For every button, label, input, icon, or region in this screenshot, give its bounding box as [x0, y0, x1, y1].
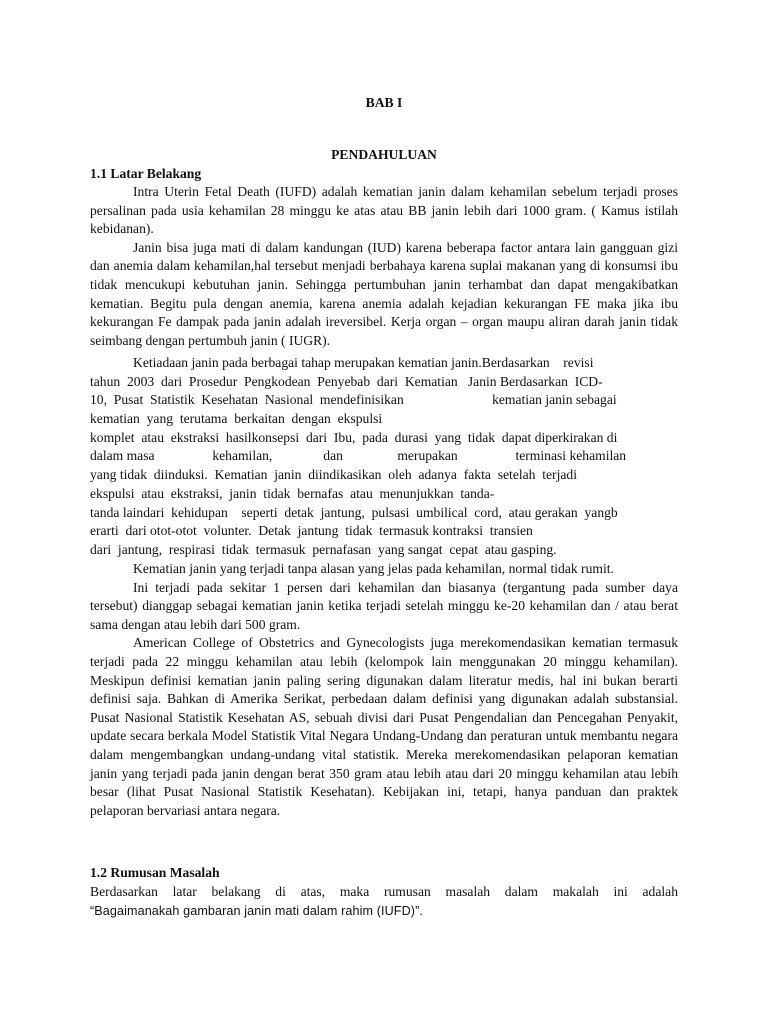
paragraph-iufd-definition: Intra Uterin Fetal Death (IUFD) adalah kematian janin dalam kehamilan sebelum terjadi proses persalinan pada usia kehamilan 28 minggu ke atas atau BB janin lebih dari 1000 gram. ( Kamus istilah kebidanan).	[90, 184, 678, 237]
section-body-continued	[90, 560, 678, 820]
paragraph-iud-causes: Janin bisa juga mati di dalam kandungan (IUD) karena beberapa factor antara lain gangguan gizi dan anemia dalam kehamilan,hal tersebut menjadi berbahaya karena suplai makanan yang di konsumsi ibu tidak mencukupi kebutuhan janin. Sehingga pertumbuhan janin terhambat dan dapat mengakibatkan kematian. Begitu pula dengan anemia, karena anemia adalah kejadian kekurangan FE maka jika ibu kekurangan Fe dampak pada janin adalah ireversibel. Kerja organ – organ maupu aliran darah janin tidak seimbang dengan pertumbuh janin ( IUGR).	[90, 239, 678, 348]
section-heading-latar-belakang: 1.1 Latar Belakang	[90, 166, 202, 181]
text-line: erarti dari otot-otot volunter. Detak jantung tidak termasuk kontraksi transien	[90, 523, 533, 538]
text-line: komplet atau ekstraksi hasilkonsepsi dari Ibu, pada durasi yang tidak dapat diperkirakan di	[90, 430, 618, 445]
paragraph-research-question: “Bagaimanakah gambaran janin mati dalam rahim (IUFD)”.	[90, 903, 423, 918]
text-line: dalam masa kehamilan, dan merupakan terminasi kehamilan	[90, 448, 627, 463]
paragraph-unexplained-death: Kematian janin yang terjadi tanpa alasan yang jelas pada kehamilan, normal tidak rumit.	[133, 561, 614, 576]
text-line: tanda laindari kehidupan seperti detak jantung, pulsasi umbilical cord, atau gerakan yangb	[90, 505, 618, 520]
text-line: Ketiadaan janin pada berbagai tahap merupakan kematian janin.Berdasarkan revisi	[133, 355, 594, 370]
text-line: 10, Pusat Statistik Kesehatan Nasional mendefinisikan kematian janin sebagai	[90, 392, 617, 407]
section-heading-rumusan-masalah: 1.2 Rumusan Masalah	[90, 865, 220, 880]
text-line: yang tidak diinduksi. Kematian janin diindikasikan oleh adanya fakta setelah terjadi	[90, 467, 577, 482]
text-line: ekspulsi atau ekstraksi, janin tidak bernafas atau menunjukkan tanda-	[90, 486, 495, 501]
text-line: kematian yang terutama berkaitan dengan ekspulsi	[90, 411, 383, 426]
section-body-rumusan-masalah	[90, 883, 678, 920]
chapter-label: BAB I	[365, 95, 403, 110]
page-title: PENDAHULUAN	[331, 147, 437, 162]
paragraph-acog: American College of Obstetrics and Gynecologists juga merekomendasikan kematian termasuk terjadi pada 22 minggu kehamilan atau lebih (kelompok lain menggunakan 20 minggu kehamilan). Meskipun definisi kematian janin paling sering digunakan dalam literatur medis, hal ini bukan berarti definisi saja. Bahkan di Amerika Serikat, perbedaan dalam definisi yang digunakan adalah substansial. Pusat Nasional Statistik Kesehatan AS, sebuah divisi dari Pusat Pengendalian dan Pencegahan Penyakit, update secara berkala Model Statistik Vital Negara Undang-Undang dan peraturan untuk membantu negara dalam mengembangkan undang-undang vital statistik. Mereka merekomendasikan pelaporan kematian janin yang terjadi pada janin dengan berat 350 gram atau lebih atau dari 20 minggu kehamilan atau lebih besar (lihat Pusat Nasional Statistik Kesehatan). Kebijakan ini, tetapi, hanya panduan dan praktek pelaporan bervariasi antara negara.	[90, 635, 678, 818]
text-line: tahun 2003 dari Prosedur Pengkodean Penyebab dari Kematian Janin Berdasarkan ICD-	[90, 374, 603, 389]
text-line: dari jantung, respirasi tidak termasuk pernafasan yang sangat cepat atau gasping.	[90, 542, 557, 557]
paragraph-problem-statement: Berdasarkan latar belakang di atas, maka rumusan masalah dalam makalah ini adalah	[90, 884, 678, 899]
section-body-latar-belakang	[90, 183, 678, 350]
paragraph-incidence: Ini terjadi pada sekitar 1 persen dari kehamilan dan biasanya (tergantung pada sumber daya tersebut) dianggap sebagai kematian janin ketika terjadi setelah minggu ke-20 kehamilan dan / atau berat sama dengan atau lebih dari 500 gram.	[90, 579, 678, 632]
